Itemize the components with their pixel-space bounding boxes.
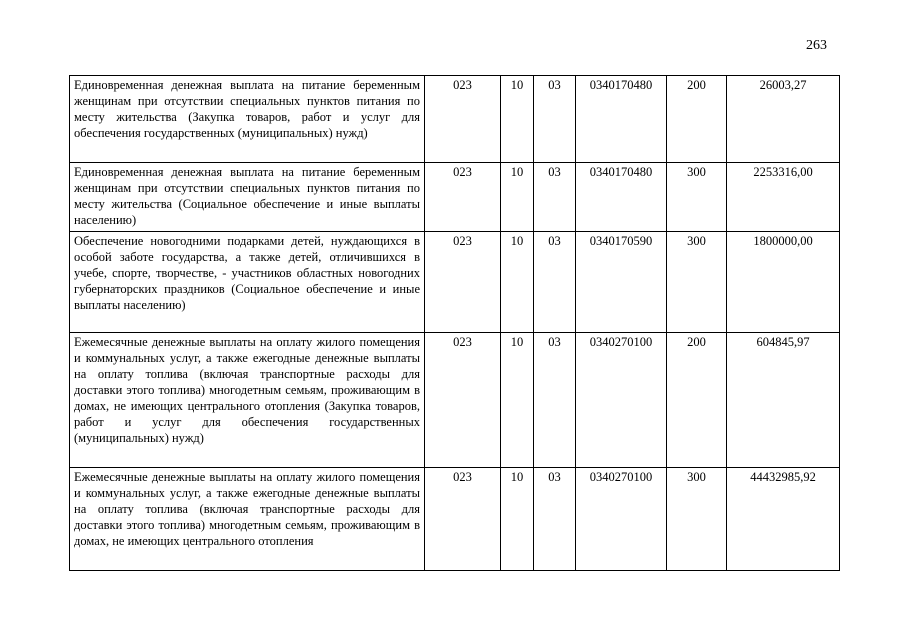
expense-type-code: 200: [667, 76, 727, 163]
subsection-code: 03: [534, 468, 576, 571]
row-description: Единовременная денежная выплата на питание беременным женщинам при отсутствии специальных пунктов питания по месту жительства (Закупка товаров, работ и услуг для обеспечения государственных (муниципальных) нужд): [70, 76, 425, 163]
section-code: 10: [501, 232, 534, 333]
expense-type-code: 300: [667, 232, 727, 333]
target-article-code: 0340170480: [576, 76, 667, 163]
subsection-code: 03: [534, 163, 576, 232]
ministry-code: 023: [425, 468, 501, 571]
subsection-code: 03: [534, 76, 576, 163]
table-row: [70, 163, 840, 232]
subsection-code: 03: [534, 232, 576, 333]
ministry-code: 023: [425, 76, 501, 163]
amount: 604845,97: [727, 333, 840, 468]
row-description: Единовременная денежная выплата на питание беременным женщинам при отсутствии специальных пунктов питания по месту жительства (Социальное обеспечение и иные выплаты населению): [70, 163, 425, 232]
subsection-code: 03: [534, 333, 576, 468]
table-row: [70, 333, 840, 468]
ministry-code: 023: [425, 163, 501, 232]
ministry-code: 023: [425, 232, 501, 333]
table-row: [70, 468, 840, 571]
budget-table: [69, 75, 840, 571]
target-article-code: 0340170590: [576, 232, 667, 333]
ministry-code: 023: [425, 333, 501, 468]
target-article-code: 0340170480: [576, 163, 667, 232]
section-code: 10: [501, 76, 534, 163]
expense-type-code: 300: [667, 468, 727, 571]
section-code: 10: [501, 468, 534, 571]
expense-type-code: 200: [667, 333, 727, 468]
target-article-code: 0340270100: [576, 468, 667, 571]
row-description: Ежемесячные денежные выплаты на оплату жилого помещения и коммунальных услуг, а также ежегодные денежные выплаты на оплату топлива (включая транспортные расходы для доставки этого топлива) многодетным семьям, проживающим в домах, не имеющих центрального отопления (Закупка товаров, работ и услуг для обеспечения государственных (муниципальных) нужд): [70, 333, 425, 468]
amount: 1800000,00: [727, 232, 840, 333]
section-code: 10: [501, 163, 534, 232]
section-code: 10: [501, 333, 534, 468]
amount: 44432985,92: [727, 468, 840, 571]
amount: 26003,27: [727, 76, 840, 163]
page-number: 263: [806, 38, 827, 53]
table-row: [70, 76, 840, 163]
expense-type-code: 300: [667, 163, 727, 232]
row-description: Ежемесячные денежные выплаты на оплату жилого помещения и коммунальных услуг, а также ежегодные денежные выплаты на оплату топлива (включая транспортные расходы для доставки этого топлива) многодетным семьям, проживающим в домах, не имеющих центрального отопления: [70, 468, 425, 571]
table-row: [70, 232, 840, 333]
amount: 2253316,00: [727, 163, 840, 232]
target-article-code: 0340270100: [576, 333, 667, 468]
row-description: Обеспечение новогодними подарками детей, нуждающихся в особой заботе государства, а также детей, отличившихся в учебе, спорте, творчестве, - участников областных новогодних губернаторских праздников (Социальное обеспечение и иные выплаты населению): [70, 232, 425, 333]
